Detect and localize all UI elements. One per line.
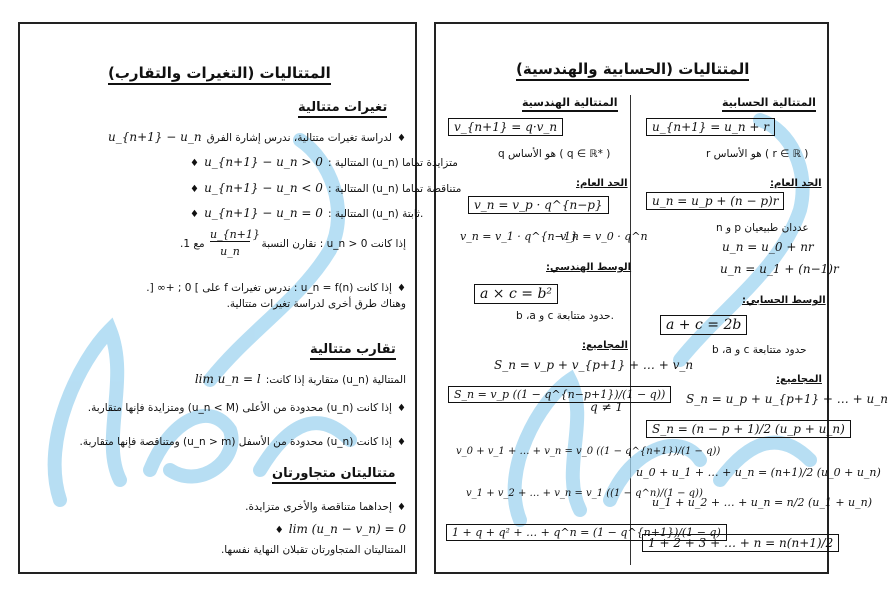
right-title: المتتاليات (الحسابية والهندسية): [516, 60, 749, 81]
geometric-general: v_n = v_p · q^{n−p}: [468, 196, 609, 214]
geometric-s0: v_0 + v_1 + … + v_n = v_0 ((1 − q^{n+1})/(1 − q)): [456, 446, 721, 457]
geometric-mean: a × c = b²: [474, 284, 558, 304]
arithmetic-recurrence: u_{n+1} = u_n + r: [646, 118, 775, 136]
convergence-bullet-1-text: إذا كانت (u_n) محدودة من الأعلى (u_n < M) ومتزايدة فإنها متقاربة.: [87, 402, 392, 414]
arithmetic-general: u_n = u_p + (n − p)r: [646, 192, 784, 210]
arithmetic-s1: u_1 + u_2 + … + u_n = n/2 (u_1 + u_n): [652, 496, 873, 509]
adjacent-conclusion: المتتاليتان المتجاورتان تقبلان النهاية نفسها.: [220, 544, 406, 556]
convergence-bullet-1: ♦ إذا كانت (u_n) محدودة من الأعلى (u_n < M) ومتزايدة فإنها متقاربة.: [87, 402, 406, 414]
arithmetic-mean-text: b ،a و c حدود متتابعة: [712, 344, 807, 356]
geometric-mean-label: الوسط الهندسي:: [546, 262, 632, 273]
variation-case-1: ♦ u_{n+1} − u_n > 0 : المتتالية (u_n) متزايدة تماما: [190, 155, 458, 169]
arithmetic-s-int: 1 + 2 + 3 + … + n = n(n+1)/2: [642, 534, 839, 552]
ratio-text: إذا كانت u_n > 0 : نقارن النسبة: [261, 238, 406, 250]
case-2-math: u_{n+1} − u_n < 0: [204, 181, 323, 195]
arithmetic-g2: u_n = u_1 + (n−1)r: [720, 262, 839, 276]
variations-intro-text: لدراسة تغيرات متتالية، ندرس إشارة الفرق: [206, 132, 392, 144]
left-title: المتتاليات (التغيرات والتقارب): [108, 64, 331, 85]
geometric-s-pow: 1 + q + q² + … + q^n = (1 − q^{n+1})/(1 − q): [446, 524, 727, 541]
geometric-s-formula: S_n = v_p ((1 − q^{n−p+1})/(1 − q)): [448, 386, 671, 403]
arithmetic-general-label: الحد العام:: [770, 178, 822, 189]
convergence-def-text: المتتالية (u_n) متقاربة إذا كانت:: [265, 374, 406, 386]
adjacent-bullet-2: ♦ lim (u_n − v_n) = 0: [274, 522, 406, 536]
case-3-math: u_{n+1} − u_n = 0: [204, 206, 323, 220]
function-text: إذا كانت u_n = f(n) : ندرس تغيرات f على ] 0 ; +∞ [.: [146, 282, 392, 294]
arithmetic-np: n و p عددان طبيعيان: [716, 222, 809, 234]
adjacent-bullet-1: ♦ إحداهما متناقصة والأخرى متزايدة.: [245, 501, 406, 513]
function-method: ♦ إذا كانت u_n = f(n) : ندرس تغيرات f على ] 0 ; +∞ [.: [146, 282, 406, 294]
arithmetic-s-formula: S_n = (n − p + 1)/2 (u_p + u_n): [646, 420, 851, 438]
ratio-numerator: u_{n+1}: [210, 228, 260, 241]
convergence-bullet-2-text: إذا كانت (u_n) محدودة من الأسفل (u_n > m) ومتناقصة فإنها متقاربة.: [79, 436, 392, 448]
geometric-q-cond: q ≠ 1: [590, 400, 623, 414]
arithmetic-mean-label: الوسط الحسابي:: [742, 295, 826, 306]
convergence-def-math: lim u_n = l: [194, 372, 261, 386]
geometric-s1: v_1 + v_2 + … + v_n = v_1 ((1 − q^n)/(1 − q)): [466, 488, 703, 499]
adjacent-bullet-1-text: إحداهما متناقصة والأخرى متزايدة.: [245, 501, 392, 513]
geometric-general-label: الحد العام:: [576, 178, 628, 189]
case-2-text: : المتتالية (u_n) متناقصة تماما: [328, 183, 462, 195]
geometric-g0: v_n = v_0 · q^n: [560, 230, 648, 243]
geometric-g1: v_n = v_1 · q^{n−1}: [460, 230, 578, 243]
ratio-end: مع 1.: [180, 238, 205, 250]
variations-heading: تغيرات متتالية: [298, 100, 387, 118]
arithmetic-ratio: r هو الأساس ( r ∈ ℝ ): [706, 148, 809, 160]
case-3-text: : المتتالية (u_n) ثابتة.: [328, 208, 424, 220]
arithmetic-mean: a + c = 2b: [660, 315, 747, 335]
arithmetic-sums-label: المجاميع:: [776, 374, 822, 385]
variation-case-2: ♦ u_{n+1} − u_n < 0 : المتتالية (u_n) متناقصة تماما: [190, 181, 462, 195]
ratio-test: [180, 228, 406, 264]
variations-intro: ♦ لدراسة تغيرات متتالية، ندرس إشارة الفرق u_{n+1} − u_n: [107, 130, 406, 144]
case-1-text: : المتتالية (u_n) متزايدة تماما: [328, 157, 458, 169]
adjacent-bullet-2-math: lim (u_n − v_n) = 0: [288, 522, 406, 536]
geometric-s-def: S_n = v_p + v_{p+1} + … + v_n: [494, 358, 694, 372]
variation-case-3: ♦ u_{n+1} − u_n = 0 : المتتالية (u_n) ثابتة.: [190, 206, 424, 220]
adjacent-heading: متتاليتان متجاورتان: [272, 466, 396, 484]
arithmetic-s-def: S_n = u_p + u_{p+1} + … + u_n: [686, 392, 888, 406]
variations-intro-math: u_{n+1} − u_n: [107, 130, 202, 144]
geometric-ratio: q هو الأساس ( q ∈ ℝ* ): [498, 148, 611, 160]
case-1-math: u_{n+1} − u_n > 0: [204, 155, 323, 169]
ratio-denominator: u_n: [220, 245, 240, 258]
geometric-heading: المتتالية الهندسية: [522, 96, 618, 112]
convergence-heading: تقارب متتالية: [310, 342, 396, 360]
convergence-def: [190, 368, 406, 387]
arithmetic-g1: u_n = u_0 + nr: [722, 240, 814, 254]
geometric-recurrence: v_{n+1} = q·v_n: [448, 118, 563, 136]
convergence-bullet-2: ♦ إذا كانت (u_n) محدودة من الأسفل (u_n > m) ومتناقصة فإنها متقاربة.: [79, 436, 406, 448]
arithmetic-heading: المتتالية الحسابية: [722, 96, 816, 112]
geometric-mean-text: b ،a و c حدود متتابعة.: [516, 310, 614, 322]
geometric-sums-label: المجاميع:: [582, 340, 628, 351]
arithmetic-s0: u_0 + u_1 + … + u_n = (n+1)/2 (u_0 + u_n): [636, 466, 881, 479]
other-methods: وهناك طرق أخرى لدراسة تغيرات متتالية.: [226, 298, 406, 310]
